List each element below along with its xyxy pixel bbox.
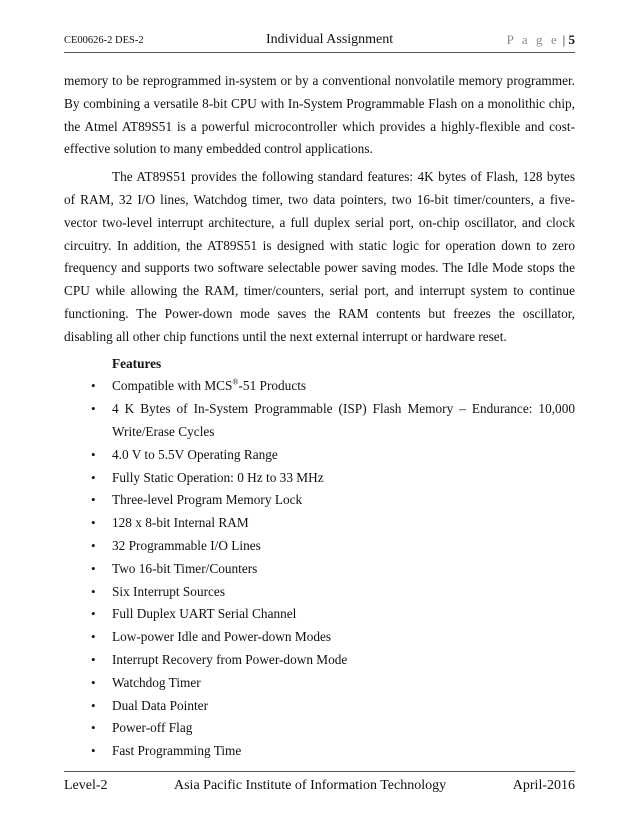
page-separator: | [562,32,566,47]
feature-item: • 128 x 8-bit Internal RAM [64,512,575,535]
bullet-icon: • [91,515,96,531]
bullet-icon: • [91,720,96,736]
footer-level: Level-2 [64,778,108,793]
feature-item: • Fully Static Operation: 0 Hz to 33 MHz [64,467,575,490]
feature-item: • Fast Programming Time [64,740,575,763]
page-indicator [507,32,575,48]
page-word: P a g e [506,32,560,47]
bullet-icon: • [91,401,96,417]
page-body [64,70,575,763]
feature-item: • 32 Programmable I/O Lines [64,535,575,558]
features-list [64,375,575,763]
bullet-icon: • [91,537,96,553]
feature-item: • Full Duplex UART Serial Channel [64,603,575,626]
bullet-icon: • [91,583,96,599]
footer-date: April-2016 [512,778,575,793]
bullet-icon: • [91,697,96,713]
bullet-icon: • [91,629,96,645]
bullet-icon: • [91,560,96,576]
bullet-icon: • [91,606,96,622]
feature-item: • Three-level Program Memory Lock [64,489,575,512]
footer-institute: Asia Pacific Institute of Information Technology [174,778,447,793]
features-heading: Features [112,355,162,371]
bullet-icon: • [91,492,96,508]
feature-item: • Interrupt Recovery from Power-down Mode [64,649,575,672]
feature-item: • Compatible with MCS®-51 Products [64,375,575,398]
bullet-icon: • [91,378,96,394]
bullet-icon: • [91,743,96,759]
bullet-icon: • [91,651,96,667]
feature-item: • Two 16-bit Timer/Counters [64,558,575,581]
feature-item: • 4.0 V to 5.5V Operating Range [64,444,575,467]
bullet-icon: • [91,446,96,462]
feature-item: • Watchdog Timer [64,672,575,695]
feature-item: • Six Interrupt Sources [64,581,575,604]
page-header [64,30,575,53]
bullet-icon: • [91,469,96,485]
feature-item: • Low-power Idle and Power-down Modes [64,626,575,649]
intro-paragraph: memory to be reprogrammed in-system or by a conventional nonvolatile memory programmer. By combining a versatile 8-bit CPU with In-System Programmable Flash on a monolithic chip, the Atmel AT89S51 is a powerful microcontroller which provides a highly-flexible and cost-effective solution to many embedded control applications. [64,73,575,157]
features-description-paragraph: The AT89S51 provides the following standard features: 4K bytes of Flash, 128 bytes of RAM, 32 I/O lines, Watchdog timer, two data pointers, two 16-bit timer/counters, a five-vector two-level interrupt architecture, a full duplex serial port, on-chip oscillator, and clock circuitry. In addition, the AT89S51 is designed with static logic for operation down to zero frequency and supports two software selectable power saving modes. The Idle Mode stops the CPU while allowing the RAM, timer/counters, serial port, and interrupt system to continue functioning. The Power-down mode saves the RAM contents but freezes the oscillator, disabling all other chip functions until the next external interrupt or hardware reset. [64,169,575,344]
bullet-icon: • [91,674,96,690]
feature-item: • Dual Data Pointer [64,695,575,718]
document-code: CE00626-2 DES-2 [64,35,144,46]
page-number: 5 [568,32,575,47]
feature-item: • 4 K Bytes of In-System Programmable (ISP) Flash Memory – Endurance: 10,000 Write/Erase Cycles [64,398,575,444]
page-footer [64,771,575,800]
header-title: Individual Assignment [266,32,394,47]
feature-item: • Power-off Flag [64,717,575,740]
